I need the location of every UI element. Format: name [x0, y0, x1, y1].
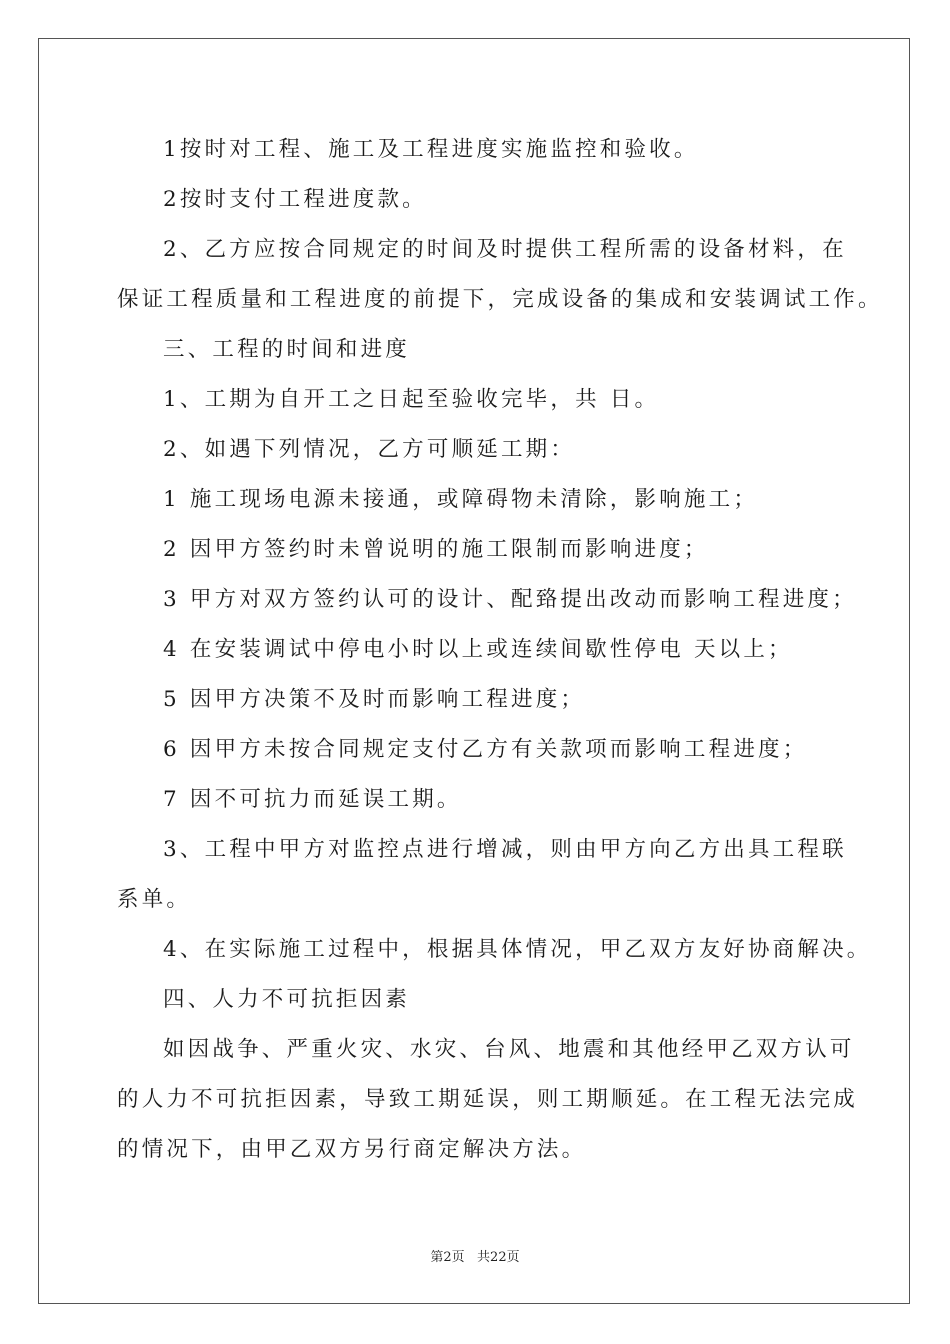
paragraph-line: 系单。	[117, 887, 192, 912]
document-body	[117, 125, 883, 1175]
paragraph-line: 的情况下，由甲乙双方另行商定解决方法。	[117, 1137, 587, 1162]
list-item: 7 因不可抗力而延误工期。	[163, 787, 462, 812]
page-number-footer: 第2页 共22页	[430, 1250, 520, 1265]
paragraph-line: 保证工程质量和工程进度的前提下，完成设备的集成和安装调试工作。	[117, 287, 883, 312]
paragraph-line: 3、工程中甲方对监控点进行增减，则由甲方向乙方出具工程联	[163, 837, 847, 862]
list-item: 2 因甲方签约时未曾说明的施工限制而影响进度；	[163, 537, 709, 562]
paragraph-line: 1按时对工程、施工及工程进度实施监控和验收。	[163, 137, 699, 162]
paragraph-line: 4、在实际施工过程中，根据具体情况，甲乙双方友好协商解决。	[163, 937, 872, 962]
paragraph-line: 如因战争、严重火灾、水灾、台风、地震和其他经甲乙双方认可	[163, 1037, 855, 1062]
list-item: 3 甲方对双方签约认可的设计、配臵提出改动而影响工程进度；	[163, 587, 857, 612]
paragraph-line: 2、如遇下列情况，乙方可顺延工期：	[163, 437, 576, 462]
paragraph-line: 2、乙方应按合同规定的时间及时提供工程所需的设备材料，在	[163, 237, 847, 262]
paragraph-line: 2按时支付工程进度款。	[163, 187, 427, 212]
section-heading: 三、工程的时间和进度	[163, 337, 411, 362]
list-item: 4 在安装调试中停电小时以上或连续间歇性停电 天以上；	[163, 637, 793, 662]
paragraph-line: 1、工期为自开工之日起至验收完毕，共 日。	[163, 387, 660, 412]
paragraph-line: 的人力不可抗拒因素，导致工期延误，则工期顺延。在工程无法完成	[117, 1087, 859, 1112]
list-item: 5 因甲方决策不及时而影响工程进度；	[163, 687, 586, 712]
list-item: 1 施工现场电源未接通，或障碍物未清除，影响施工；	[163, 487, 759, 512]
list-item: 6 因甲方未按合同规定支付乙方有关款项而影响工程进度；	[163, 737, 808, 762]
section-heading: 四、人力不可抗拒因素	[163, 987, 411, 1012]
